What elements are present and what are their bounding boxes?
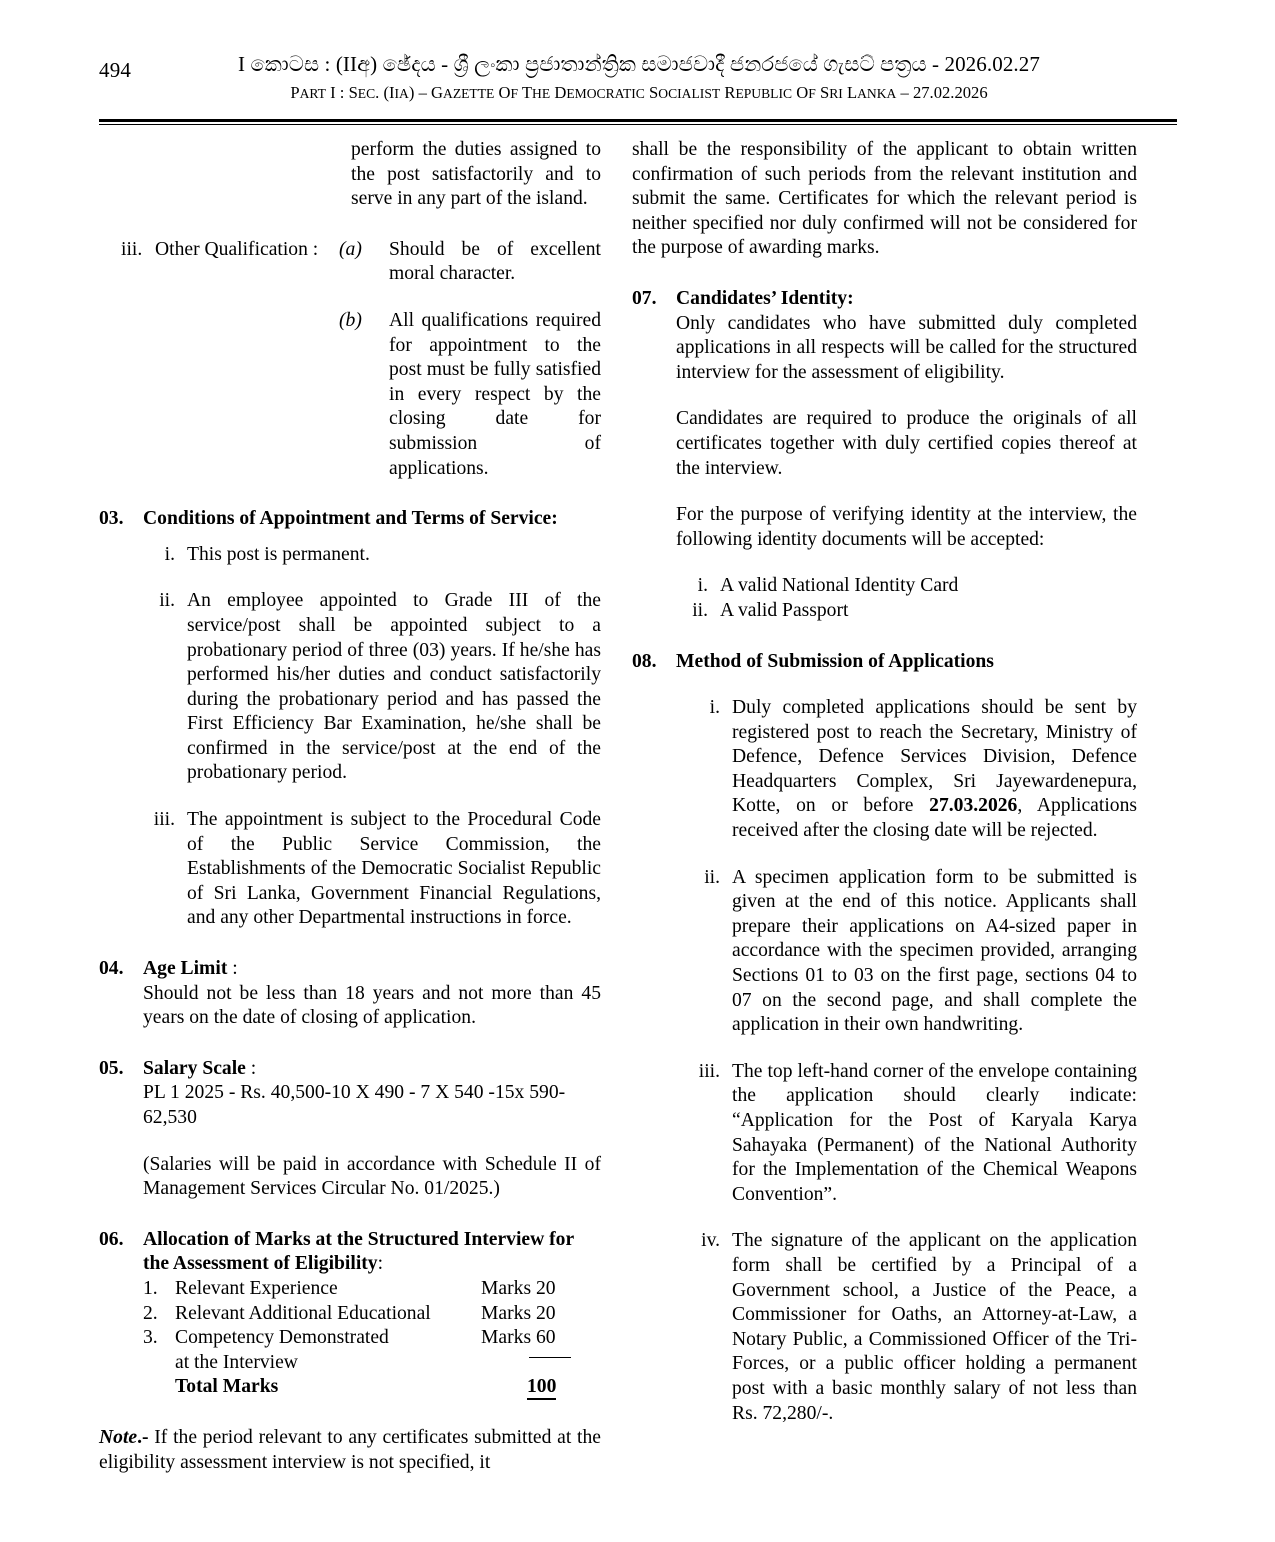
section-08-number: 08. — [632, 650, 657, 672]
section-06-title-suffix: : — [377, 1253, 384, 1275]
section-06-title-line2-wrap — [143, 1252, 601, 1277]
section-08-item-i — [632, 696, 1137, 844]
marks-row-1-label: Relevant Experience — [175, 1277, 338, 1299]
identity-document-item-i-text: A valid National Identity Card — [720, 575, 959, 597]
marks-rule-line — [529, 1357, 571, 1358]
marks-row-3-value: Marks 60 — [481, 1327, 556, 1349]
marks-total-label: Total Marks — [175, 1376, 279, 1398]
section-08-closing-date: 27.03.2026 — [929, 795, 1018, 817]
marks-row-1 — [143, 1277, 601, 1302]
identity-document-item-ii-marker: ii. — [692, 599, 708, 621]
section-08-item-iv — [632, 1229, 1137, 1426]
marks-row-2-num: 2. — [143, 1302, 158, 1324]
marks-row-3 — [143, 1326, 601, 1351]
section-07-para-2: Candidates are required to produce the originals of all certificates together with duly certified copies thereof at the interview. — [676, 408, 1137, 479]
section-05-scale: PL 1 2025 - Rs. 40,500-10 X 490 - 7 X 540 -15x 590-62,530 — [143, 1082, 566, 1128]
section-06-title-line1: Allocation of Marks at the Structured Interview for — [143, 1228, 575, 1250]
section-08-item-i-text-after: , Applications received after the closing date will be rejected. — [732, 795, 1137, 842]
section-03-number: 03. — [99, 508, 124, 530]
section-08-item-i-text-before: Duly completed applications should be sent by registered post to reach the Secretary, Ministry of Defence, Defence Services Division, Defence Headquarters Complex, Sri Jayewardenepura, Kotte, on or before — [732, 697, 1137, 817]
section-08-title: Method of Submission of Applications — [676, 650, 994, 672]
header-english-title: PART I : SEC. (IIA) – GAZETTE OF THE DEMOCRATIC SOCIALIST REPUBLIC OF SRI LANKA – 27.02.2026 — [290, 83, 988, 102]
continued-paragraph-left: perform the duties assigned to the post satisfactorily and to serve in any part of the island. — [351, 139, 601, 210]
section-03-item-iii-marker: iii. — [153, 809, 175, 831]
marks-row-1-value: Marks 20 — [481, 1277, 556, 1299]
section-08-item-ii-text: A specimen application form to be submitted is given at the end of this notice. Applicants shall prepare their applications on A4-sized paper in accordance with the specimen provided, arranging Sections 01 to 03 on the first page, sections 04 to 07 on the second page, and shall complete the application in their own handwriting. — [732, 866, 1137, 1036]
section-03-title: Conditions of Appointment and Terms of Service: — [143, 508, 558, 530]
left-column — [99, 138, 601, 1475]
section-04-number: 04. — [99, 958, 124, 980]
other-qualification-row-a — [99, 238, 601, 287]
section-07-para-1: Only candidates who have submitted duly completed applications in all respects will be called for the structured interview for the assessment of eligibility. — [676, 312, 1137, 383]
header-rule-thick — [99, 119, 1177, 122]
note-label: Note — [99, 1426, 138, 1448]
marks-row-4 — [143, 1351, 601, 1376]
marks-table — [143, 1277, 601, 1400]
section-08-item-iii — [632, 1060, 1137, 1208]
section-08-list — [632, 696, 1137, 1426]
marks-total-row — [143, 1375, 601, 1400]
section-05-title-wrap — [143, 1057, 601, 1082]
section-04-title: Age Limit — [143, 958, 228, 980]
marks-subtotal-rule — [481, 1351, 601, 1376]
section-04-heading — [99, 957, 601, 982]
section-03-item-ii — [99, 589, 601, 786]
section-03-list — [99, 543, 601, 931]
identity-document-item-i — [676, 574, 1137, 599]
section-03-item-iii-text: The appointment is subject to the Procedural Code of the Public Service Commission, the Establishments of the Democratic Socialist Republic of Sri Lanka, Government Financial Regulations, and any other Departmental instructions in force. — [187, 809, 601, 929]
section-03-item-iii — [99, 808, 601, 931]
note-text: If the period relevant to any certificates submitted at the eligibility assessment interview is not specified, it — [99, 1426, 601, 1473]
marks-total-value-wrap — [481, 1375, 601, 1400]
marks-row-1-num: 1. — [143, 1277, 158, 1299]
marks-row-2 — [143, 1302, 601, 1327]
other-qualification-row-b — [339, 309, 601, 481]
section-07-number: 07. — [632, 287, 657, 309]
section-06-number: 06. — [99, 1228, 124, 1250]
other-qualification-item-marker-a: (a) — [339, 238, 362, 260]
note-separator: .- — [137, 1426, 155, 1448]
section-05-number: 05. — [99, 1057, 124, 1079]
identity-document-item-ii-text: A valid Passport — [720, 599, 849, 621]
identity-documents-list — [676, 574, 1137, 623]
section-07-para-3: For the purpose of verifying identity at the interview, the following identity documents will be accepted: — [676, 504, 1137, 550]
continued-paragraph-right: shall be the responsibility of the applicant to obtain written confirmation of such periods from the relevant institution and submit the same. Certificates for which the relevant period is neither specified nor duly confirmed will not be considered for the purpose of awarding marks. — [632, 139, 1137, 259]
other-qualification-item-text-b: All qualifications required for appointment to the post must be fully satisfied in every respect by the closing date for submission of applications. — [389, 309, 601, 479]
section-04-title-suffix: : — [227, 958, 238, 980]
marks-total-value: 100 — [527, 1376, 556, 1400]
section-08-item-iii-text: The top left-hand corner of the envelope containing the application should clearly indicate: “Application for the Post of Karyala Karya Sahayaka (Permanent) of the National Authority for the Implementation of the Chemical Weapons Convention”. — [732, 1060, 1137, 1205]
identity-document-item-i-marker: i. — [697, 575, 708, 597]
section-04-body: Should not be less than 18 years and not more than 45 years on the date of closing of application. — [143, 982, 601, 1029]
marks-row-2-value: Marks 20 — [481, 1302, 556, 1324]
note-paragraph — [99, 1426, 601, 1475]
other-qualification-label: Other Qualification : — [155, 238, 319, 260]
header-line-sinhala-row — [99, 52, 1179, 86]
section-08-item-i-text — [732, 696, 1137, 844]
section-03-item-ii-marker: ii. — [159, 590, 175, 612]
section-08-item-iv-marker: iv. — [701, 1230, 720, 1252]
section-05-note: (Salaries will be paid in accordance with Schedule II of Management Services Circular No. 01/2025.) — [143, 1153, 601, 1200]
section-03-item-i-marker: i. — [164, 543, 175, 565]
other-qualification-item-marker-b: (b) — [339, 309, 362, 331]
page-header — [99, 52, 1179, 102]
other-qualification-marker: iii. — [121, 238, 143, 260]
section-07-title: Candidates’ Identity: — [676, 287, 854, 309]
section-06-title-line2: the Assessment of Eligibility — [143, 1253, 378, 1275]
section-04-title-wrap — [143, 957, 601, 982]
page-number: 494 — [99, 58, 132, 82]
section-07-heading — [632, 287, 1137, 312]
section-08-item-ii — [632, 866, 1137, 1038]
section-08-heading — [632, 650, 1137, 675]
section-08-item-iv-text: The signature of the applicant on the application form shall be certified by a Principal of a Government school, a Justice of the Peace, a Commissioner for Oaths, an Attorney-at-Law, a Notary Public, a Commissioned Officer of the Tri-Forces, or a public officer holding a permanent post with a basic monthly salary of not less than Rs. 72,280/-. — [732, 1230, 1137, 1424]
section-06-heading — [99, 1228, 601, 1253]
header-sinhala-text: I කොටස : (IIඅ) ඡේදය - ශ්‍රී ලංකා ප්‍රජාතාන්ත්‍රික සමාජවාදී ජනරජයේ ගැසට් පත්‍රය - 2026.02.27 — [238, 52, 1040, 76]
section-03-item-i-text: This post is permanent. — [187, 543, 370, 565]
other-qualification-item-text-a: Should be of excellent moral character. — [389, 238, 601, 285]
marks-row-3-label: Competency Demonstrated — [175, 1327, 389, 1349]
section-05-title: Salary Scale — [143, 1057, 246, 1079]
section-05-heading — [99, 1057, 601, 1082]
marks-row-3-num: 3. — [143, 1327, 158, 1349]
header-rule-thin — [99, 124, 1177, 125]
section-08-item-ii-marker: ii. — [704, 866, 720, 888]
marks-row-4-label: at the Interview — [175, 1351, 298, 1373]
section-03-heading — [99, 507, 601, 532]
header-sinhala-title — [99, 52, 1179, 77]
section-08-item-iii-marker: iii. — [698, 1060, 720, 1082]
section-03-item-ii-text: An employee appointed to Grade III of the service/post shall be appointed subject to a probationary period of three (03) years. If he/she has performed his/her duties and conduct satisfactorily during the probationary period and has passed the First Efficiency Bar Examination, he/she shall be confirmed in the service/post at the end of the probationary period. — [187, 590, 601, 784]
section-08-item-i-marker: i. — [709, 697, 720, 719]
marks-row-2-label: Relevant Additional Educational — [175, 1302, 431, 1324]
right-column — [632, 138, 1137, 1426]
identity-document-item-ii — [676, 599, 1137, 624]
section-05-title-suffix: : — [245, 1057, 257, 1079]
section-03-item-i — [99, 543, 601, 568]
